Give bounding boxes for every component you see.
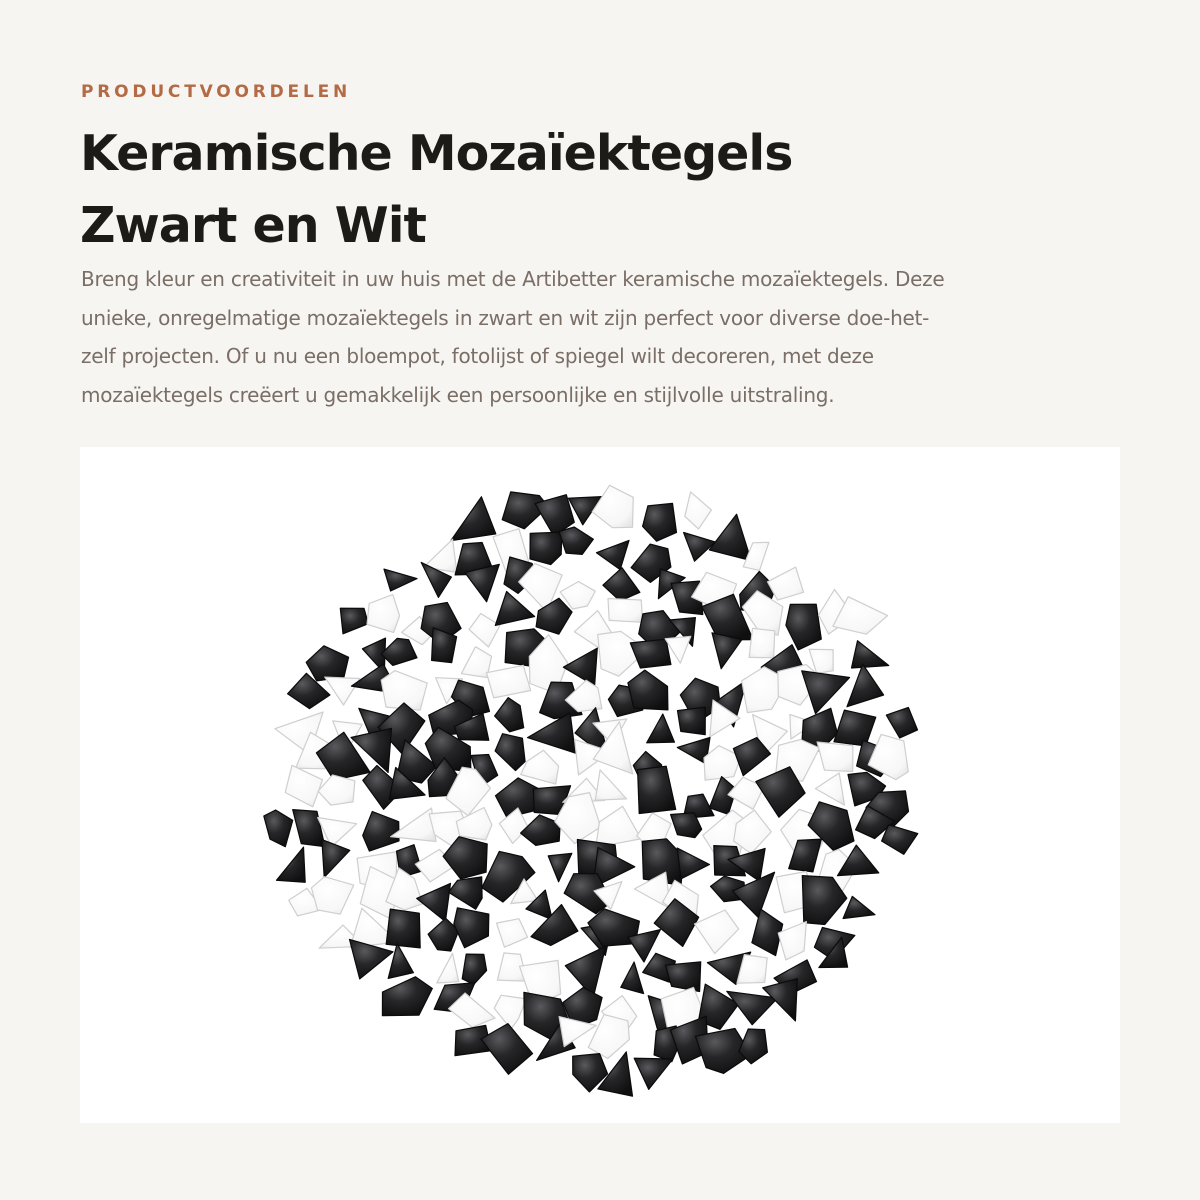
black-tile — [732, 872, 774, 917]
black-tile — [638, 766, 676, 813]
black-tile — [709, 514, 751, 561]
black-tile — [386, 909, 420, 948]
white-tile — [608, 599, 643, 623]
black-tile — [462, 954, 486, 984]
black-tile — [495, 734, 525, 771]
white-tile — [815, 773, 844, 805]
black-tile — [264, 810, 293, 847]
black-tile — [847, 664, 884, 706]
white-tile — [311, 877, 353, 915]
white-tile — [685, 492, 712, 529]
black-tile — [559, 527, 593, 554]
black-tile — [449, 877, 483, 909]
description-line-1: Breng kleur en creativiteit in uw huis met de Artibetter keramische mozaïektegels. Deze — [81, 267, 945, 291]
black-tile — [628, 670, 668, 710]
white-tile — [318, 775, 355, 805]
black-tile — [454, 908, 489, 948]
black-tile — [665, 962, 700, 992]
white-tile — [596, 806, 642, 847]
mosaic-tile-cluster — [264, 485, 918, 1096]
white-tile — [437, 953, 459, 983]
white-tile — [749, 628, 775, 658]
black-tile — [350, 939, 394, 979]
black-tile — [647, 714, 675, 743]
white-tile — [695, 910, 739, 954]
white-tile — [595, 770, 626, 800]
page-title — [80, 118, 1080, 262]
title-line-2: Zwart en Wit — [80, 197, 426, 254]
white-tile — [817, 742, 853, 772]
black-tile — [388, 944, 413, 979]
description-line-4: mozaïektegels creëert u gemakkelijk een persoonlijke en stijlvolle uitstraling. — [81, 382, 835, 407]
black-tile — [834, 710, 876, 746]
black-tile — [495, 592, 534, 626]
white-tile — [494, 995, 526, 1029]
white-tile — [325, 677, 360, 705]
black-tile — [495, 698, 524, 732]
black-tile — [630, 639, 671, 668]
black-tile — [381, 638, 417, 665]
black-tile — [852, 641, 889, 668]
product-photo — [80, 447, 1120, 1123]
white-tile — [497, 919, 528, 948]
white-tile — [487, 665, 531, 698]
black-tile — [563, 648, 597, 686]
black-tile — [322, 840, 350, 878]
black-tile — [382, 977, 432, 1016]
black-tile — [306, 646, 348, 681]
black-tile — [597, 540, 630, 569]
white-tile — [469, 614, 500, 648]
white-tile — [367, 595, 400, 633]
black-tile — [843, 896, 875, 918]
white-tile — [592, 485, 633, 527]
section-eyebrow: PRODUCTVOORDELEN — [81, 82, 352, 102]
black-tile — [634, 1058, 673, 1089]
product-description — [81, 260, 1131, 414]
black-tile — [530, 532, 562, 565]
description-line-3: zelf projecten. Of u nu een bloempot, fotolijst of spiegel wilt decoreren, met deze — [81, 344, 874, 369]
black-tile — [603, 568, 640, 601]
white-tile — [521, 750, 559, 784]
description-line-2: unieke, onregelmatige mozaïektegels in zwart en wit zijn perfect voor diverse doe-het- — [81, 305, 930, 330]
black-tile — [802, 671, 850, 714]
white-tile — [285, 765, 322, 807]
black-tile — [293, 810, 325, 847]
black-tile — [886, 708, 917, 739]
title-line-1: Keramische Mozaïektegels — [80, 125, 793, 182]
black-tile — [677, 848, 709, 879]
black-tile — [621, 962, 644, 994]
black-tile — [521, 815, 561, 846]
black-tile — [548, 853, 572, 882]
black-tile — [786, 604, 821, 650]
black-tile — [528, 713, 576, 753]
black-tile — [417, 883, 451, 921]
black-tile — [481, 1024, 533, 1075]
black-tile — [384, 569, 417, 591]
black-tile — [363, 812, 399, 852]
black-tile — [277, 847, 306, 882]
mosaic-tiles-image — [80, 447, 1120, 1123]
black-tile — [451, 497, 496, 541]
black-tile — [712, 633, 742, 669]
black-tile — [340, 608, 368, 634]
black-tile — [678, 707, 706, 735]
black-tile — [882, 825, 918, 855]
black-tile — [643, 503, 677, 541]
black-tile — [684, 533, 716, 562]
